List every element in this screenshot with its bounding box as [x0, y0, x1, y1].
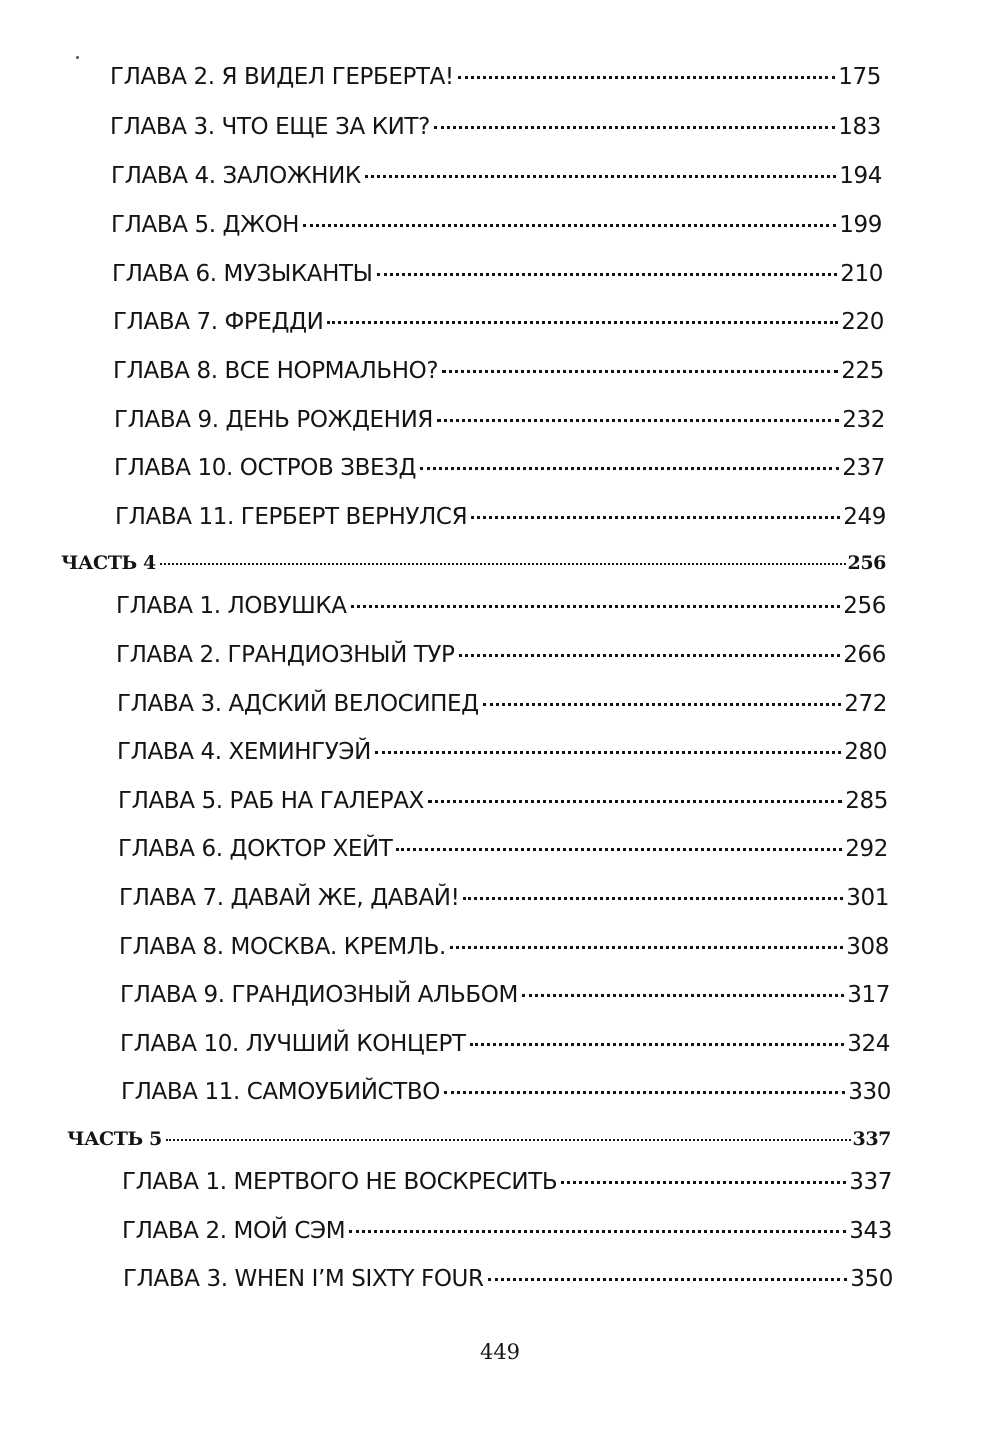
toc-entry-title: ГЛАВА 9. ДЕНЬ РОЖДЕНИЯ [114, 407, 433, 433]
dot-leader [428, 800, 842, 803]
toc-entry-title: ГЛАВА 1. МЕРТВОГО НЕ ВОСКРЕСИТЬ [122, 1169, 558, 1195]
toc-entry-title: ГЛАВА 1. ЛОВУШКА [116, 593, 347, 619]
dot-leader [375, 751, 841, 754]
toc-entry-chapter [113, 354, 884, 388]
toc-entry-chapter [110, 60, 881, 94]
toc-entry-title: ГЛАВА 2. Я ВИДЕЛ ГЕРБЕРТА! [110, 64, 454, 90]
dot-leader [166, 1139, 851, 1141]
toc-entry-chapter [119, 930, 889, 964]
dot-leader [450, 946, 843, 949]
toc-entry-chapter [114, 403, 885, 437]
toc-entry-chapter [118, 832, 888, 866]
toc-entry-title: ГЛАВА 6. МУЗЫКАНТЫ [112, 261, 373, 287]
toc-entry-title: ГЛАВА 5. РАБ НА ГАЛЕРАХ [118, 788, 424, 814]
page-number: 449 [479, 1340, 521, 1364]
toc-entry-page: 183 [838, 114, 881, 140]
toc-entry-chapter [114, 451, 885, 485]
toc-entry-chapter [118, 784, 888, 818]
toc-entry-page: 285 [845, 788, 888, 814]
toc-entry-page: 220 [841, 309, 884, 335]
toc-entry-page: 343 [849, 1218, 892, 1244]
dot-leader [561, 1181, 846, 1184]
toc-entry-title: ГЛАВА 5. ДЖОН [111, 212, 300, 238]
toc-entry-title: ГЛАВА 2. ГРАНДИОЗНЫЙ ТУР [116, 642, 455, 668]
toc-entry-title: ЧАСТЬ 5 [67, 1128, 162, 1150]
toc-entry-title: ГЛАВА 11. ГЕРБЕРТ ВЕРНУЛСЯ [115, 504, 468, 530]
toc-entry-title: ГЛАВА 4. ХЕМИНГУЭЙ [117, 739, 371, 765]
toc-entry-title: ГЛАВА 3. АДСКИЙ ВЕЛОСИПЕД [117, 691, 479, 717]
toc-entry-title: ГЛАВА 2. МОЙ СЭМ [122, 1218, 346, 1244]
toc-entry-chapter [111, 208, 882, 242]
dot-leader [470, 1043, 845, 1046]
toc-entry-chapter [117, 735, 887, 769]
toc-entry-page: 237 [842, 455, 885, 481]
toc-entry-chapter [115, 500, 886, 534]
dot-leader [365, 175, 836, 178]
dot-leader [458, 76, 836, 79]
dot-leader [349, 1230, 846, 1233]
toc-entry-chapter [111, 159, 882, 193]
toc-entry-chapter [116, 638, 886, 672]
toc-entry-page: 350 [850, 1266, 893, 1292]
toc-entry-page: 175 [838, 64, 881, 90]
dot-leader [327, 321, 838, 324]
toc-entry-title: ГЛАВА 10. ЛУЧШИЙ КОНЦЕРТ [120, 1031, 466, 1057]
print-speck [76, 56, 79, 59]
toc-entry-page: 330 [848, 1079, 891, 1105]
toc-entry-chapter [117, 687, 887, 721]
toc-entry-chapter [113, 305, 884, 339]
toc-entry-part [67, 1124, 891, 1154]
dot-leader [351, 605, 841, 608]
dot-leader [442, 370, 838, 373]
toc-entry-title: ГЛАВА 8. МОСКВА. КРЕМЛЬ. [119, 934, 446, 960]
toc-entry-title: ГЛАВА 3. ЧТО ЕЩЕ ЗА КИТ? [110, 114, 430, 140]
toc-entry-chapter [120, 1027, 890, 1061]
dot-leader [488, 1278, 848, 1281]
dot-leader [483, 703, 842, 706]
toc-entry-chapter [123, 1262, 893, 1296]
toc-entry-chapter [122, 1214, 892, 1248]
toc-entry-page: 324 [847, 1031, 890, 1057]
toc-entry-chapter [119, 881, 889, 915]
toc-entry-page: 194 [839, 163, 882, 189]
toc-entry-page: 337 [852, 1128, 891, 1150]
toc-entry-title: ГЛАВА 11. САМОУБИЙСТВО [121, 1079, 440, 1105]
toc-entry-page: 337 [849, 1169, 892, 1195]
toc-entry-title: ГЛАВА 4. ЗАЛОЖНИК [111, 163, 361, 189]
toc-entry-page: 301 [846, 885, 889, 911]
toc-entry-title: ЧАСТЬ 4 [61, 552, 156, 574]
toc-entry-chapter [120, 978, 890, 1012]
toc-entry-title: ГЛАВА 3. WHEN I’M SIXTY FOUR [123, 1266, 484, 1292]
toc-entry-title: ГЛАВА 7. ДАВАЙ ЖЕ, ДАВАЙ! [119, 885, 460, 911]
dot-leader [377, 273, 838, 276]
toc-entry-chapter [116, 589, 886, 623]
toc-entry-page: 317 [847, 982, 890, 1008]
toc-entry-page: 292 [845, 836, 888, 862]
dot-leader [420, 467, 839, 470]
toc-entry-page: 266 [843, 642, 886, 668]
toc-entry-page: 225 [841, 358, 884, 384]
dot-leader [463, 897, 843, 900]
toc-entry-chapter [110, 110, 881, 144]
toc-entry-page: 249 [843, 504, 886, 530]
toc-entry-page: 210 [840, 261, 883, 287]
toc-entry-chapter [121, 1075, 891, 1109]
toc-entry-title: ГЛАВА 7. ФРЕДДИ [113, 309, 324, 335]
toc-entry-title: ГЛАВА 8. ВСЕ НОРМАЛЬНО? [113, 358, 439, 384]
dot-leader [303, 224, 836, 227]
dot-leader [396, 848, 842, 851]
dot-leader [160, 563, 846, 565]
toc-entry-title: ГЛАВА 10. ОСТРОВ ЗВЕЗД [114, 455, 417, 481]
dot-leader [444, 1091, 845, 1094]
toc-entry-page: 232 [842, 407, 885, 433]
toc-entry-title: ГЛАВА 6. ДОКТОР ХЕЙТ [118, 836, 393, 862]
toc-entry-page: 308 [846, 934, 889, 960]
toc-entry-chapter [122, 1165, 892, 1199]
toc-entry-part [61, 548, 886, 578]
toc-entry-page: 256 [847, 552, 886, 574]
toc-entry-page: 256 [843, 593, 886, 619]
toc-entry-chapter [112, 257, 883, 291]
dot-leader [522, 994, 844, 997]
toc-entry-title: ГЛАВА 9. ГРАНДИОЗНЫЙ АЛЬБОМ [120, 982, 518, 1008]
dot-leader [459, 654, 841, 657]
dot-leader [437, 419, 839, 422]
toc-entry-page: 280 [844, 739, 887, 765]
dot-leader [434, 126, 835, 129]
dot-leader [471, 516, 840, 519]
toc-entry-page: 272 [844, 691, 887, 717]
toc-entry-page: 199 [839, 212, 882, 238]
